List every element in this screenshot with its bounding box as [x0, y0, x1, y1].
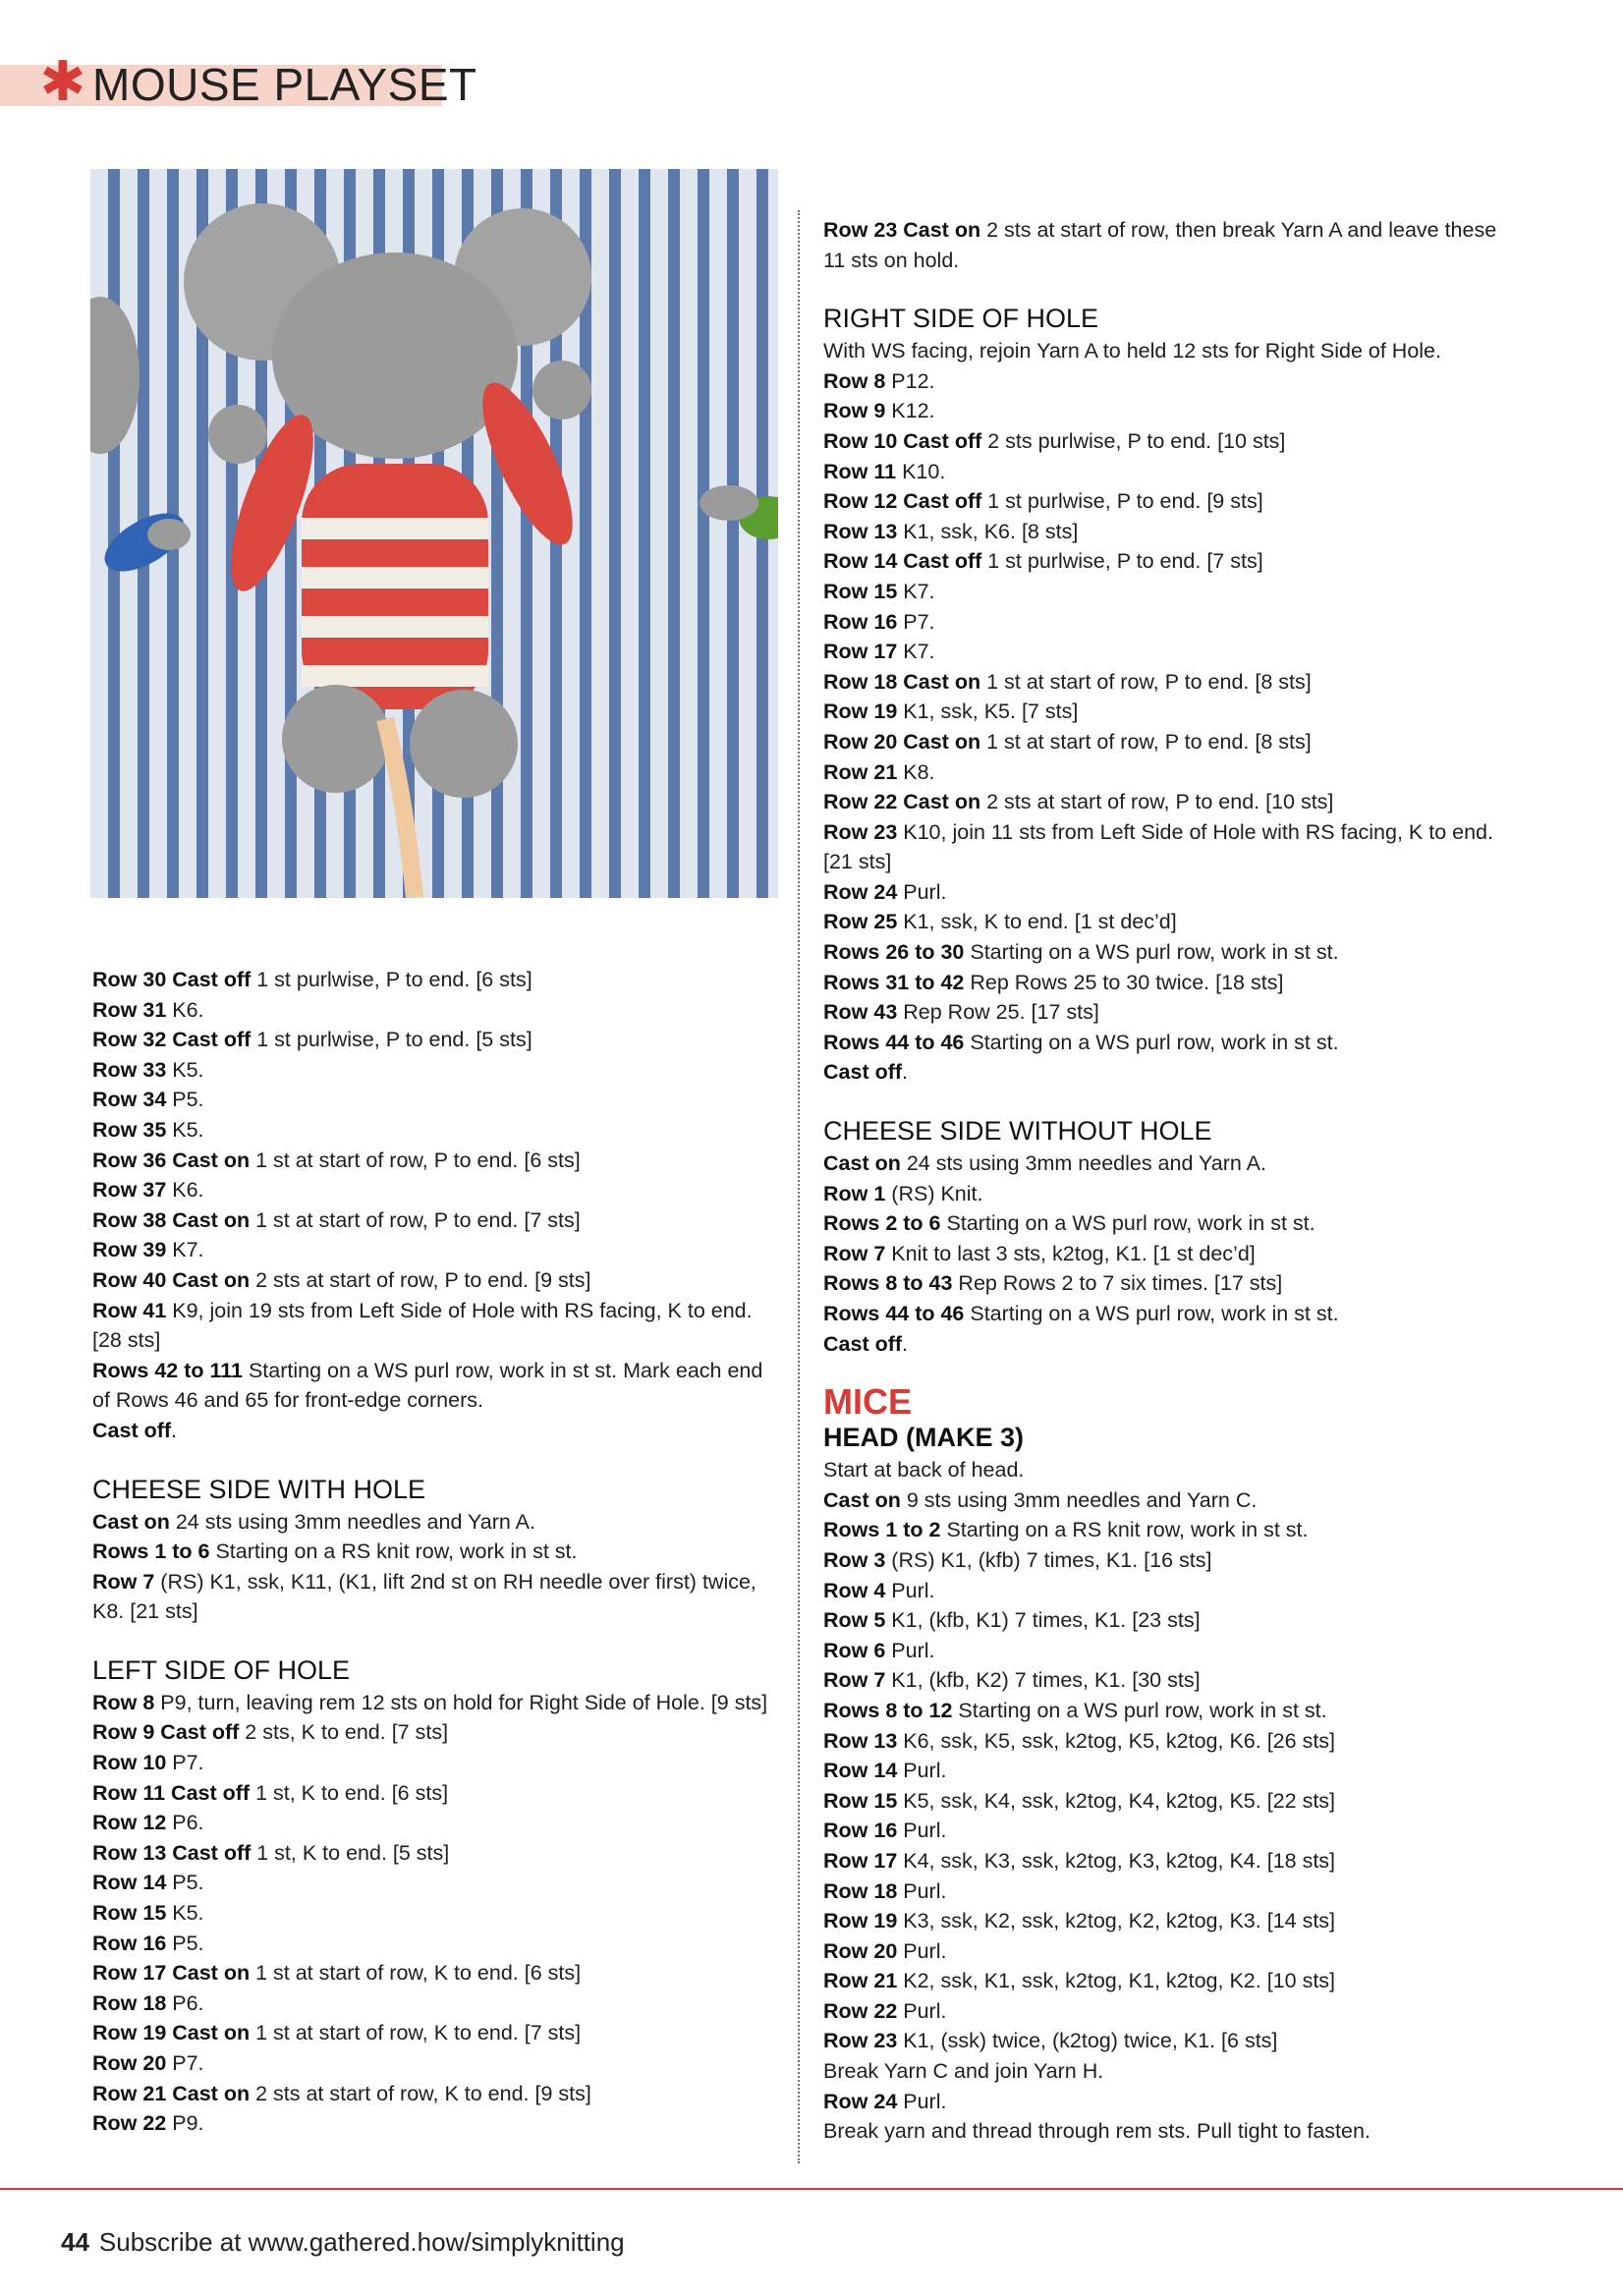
pattern-line	[823, 1966, 1511, 1996]
row-instruction: 2 sts purlwise, P to end. [10 sts]	[981, 428, 1286, 453]
row-instruction: Purl.	[897, 1878, 947, 1903]
pattern-line	[92, 1988, 770, 2019]
side-ear-left	[90, 297, 140, 454]
pattern-line	[823, 697, 1511, 727]
row-instruction: Starting on a WS purl row, work in st st.	[964, 1302, 1339, 1325]
row-label: Row 4	[823, 1578, 886, 1602]
pattern-line	[92, 1898, 770, 1929]
row-instruction: P6.	[166, 1990, 204, 2015]
pattern-line	[92, 1688, 770, 1718]
row-instruction: K5.	[166, 1117, 204, 1142]
row-instruction: K6.	[166, 997, 204, 1022]
pattern-line	[823, 607, 1511, 638]
pattern-line	[92, 1868, 770, 1898]
row-label: Row 37	[92, 1178, 167, 1203]
section-heading: HEAD (MAKE 3)	[823, 1423, 1025, 1453]
row-label: Row 19 Cast on	[92, 2021, 251, 2045]
row-label: Rows 44 to 46	[823, 1302, 965, 1325]
row-instruction: Starting on a WS purl row, work in st st. Mark each end of Rows 46 and 65 for front-edge corners.	[92, 1358, 769, 1413]
row-instruction: Purl.	[897, 1998, 947, 2023]
row-label: Rows 1 to 2	[823, 1518, 941, 1542]
row-label: Cast on	[823, 1487, 901, 1512]
row-instruction: 1 st purlwise, P to end. [7 sts]	[981, 549, 1263, 574]
row-instruction: K5.	[166, 1901, 204, 1926]
row-label: Row 9 Cast off	[92, 1720, 240, 1745]
hand-left	[208, 405, 267, 464]
row-label: Row 7	[92, 1569, 155, 1594]
pattern-line	[92, 1085, 770, 1115]
leg-left	[282, 685, 390, 793]
pattern-line	[823, 667, 1511, 698]
side-paw-grey-right	[700, 485, 758, 521]
row-instruction: K7.	[166, 1238, 204, 1262]
pattern-line	[823, 215, 1511, 275]
stripe-1	[302, 518, 488, 539]
row-instruction: Starting on a RS knit row, work in st st.	[940, 1518, 1309, 1542]
row-instruction: K1, ssk, K to end. [1 st dec’d]	[897, 910, 1177, 934]
pattern-line	[823, 2087, 1511, 2117]
row-instruction: 1 st purlwise, P to end. [5 sts]	[251, 1028, 532, 1052]
row-instruction: 1 st, K to end. [6 sts]	[250, 1780, 449, 1805]
row-instruction: Purl.	[897, 879, 947, 904]
row-label: Row 40 Cast on	[92, 1267, 251, 1292]
row-instruction: With WS facing, rejoin Yarn A to held 12 sts for Right Side of Hole.	[823, 339, 1441, 364]
row-label: Row 13	[823, 1728, 898, 1753]
pattern-line	[823, 1545, 1511, 1576]
row-label: Row 41	[92, 1298, 167, 1322]
row-label: Cast off	[92, 1418, 172, 1442]
row-label: Row 17	[823, 640, 898, 664]
pattern-line	[823, 727, 1511, 757]
row-label: Row 19	[823, 700, 898, 724]
section-heading: CHEESE SIDE WITHOUT HOLE	[823, 1116, 1212, 1147]
row-label: Rows 8 to 12	[823, 1698, 953, 1722]
column-divider	[798, 210, 800, 2163]
row-label: Row 34	[92, 1088, 167, 1112]
pattern-line	[823, 1515, 1511, 1545]
pattern-line	[92, 995, 770, 1026]
row-label: Row 9	[823, 399, 886, 423]
row-label: Row 8	[92, 1690, 155, 1714]
pattern-line	[823, 546, 1511, 577]
pattern-line	[92, 1296, 770, 1356]
pattern-line	[92, 1175, 770, 1205]
row-instruction: K8.	[897, 759, 935, 784]
row-instruction: P9.	[166, 2111, 204, 2136]
row-label: Row 38 Cast on	[92, 1207, 251, 1232]
pattern-line	[92, 1838, 770, 1869]
row-instruction: 2 sts at start of row, K to end. [9 sts]	[250, 2081, 591, 2105]
pattern-line	[92, 1929, 770, 1959]
row-label: Rows 2 to 6	[823, 1211, 941, 1236]
row-instruction: 1 st at start of row, K to end. [7 sts]	[250, 2021, 582, 2045]
pattern-line	[823, 486, 1511, 517]
row-label: Row 10	[92, 1751, 167, 1775]
row-label: Row 32 Cast off	[92, 1028, 252, 1052]
pattern-line	[823, 1846, 1511, 1876]
pattern-line	[92, 1778, 770, 1809]
row-instruction: K10, join 11 sts from Left Side of Hole with RS facing, K to end. [21 sts]	[823, 819, 1499, 874]
pattern-line	[823, 1239, 1511, 1269]
row-instruction: K5, ssk, K4, ssk, k2tog, K4, k2tog, K5. [22 sts]	[897, 1788, 1336, 1813]
pattern-line	[823, 577, 1511, 607]
row-instruction: P12.	[885, 368, 935, 393]
row-instruction: (RS) Knit.	[885, 1181, 983, 1205]
footer-rule	[0, 2188, 1623, 2190]
pattern-line	[823, 1455, 1511, 1485]
section-heading: RIGHT SIDE OF HOLE	[823, 304, 1099, 334]
pattern-line	[92, 1265, 770, 1296]
row-label: Row 25	[823, 910, 898, 934]
row-instruction: 1 st purlwise, P to end. [6 sts]	[251, 968, 532, 991]
pattern-line	[92, 2048, 770, 2079]
stripe-2	[302, 567, 488, 588]
pattern-line	[823, 1726, 1511, 1757]
pattern-line	[823, 1816, 1511, 1846]
pattern-line	[823, 1299, 1511, 1329]
pattern-line	[92, 1567, 770, 1627]
row-label: Row 7	[823, 1241, 886, 1265]
row-label: Row 16	[92, 1931, 167, 1955]
leg-right	[410, 690, 518, 798]
row-label: Cast on	[92, 1509, 170, 1534]
pattern-line	[92, 2079, 770, 2109]
pattern-line	[92, 1055, 770, 1086]
row-instruction: K10.	[896, 459, 946, 483]
row-label: Row 22	[92, 2111, 167, 2136]
row-label: Row 23 Cast on	[823, 218, 981, 242]
row-instruction: (RS) K1, (kfb) 7 times, K1. [16 sts]	[885, 1547, 1212, 1572]
pattern-line	[92, 1717, 770, 1748]
pattern-line	[823, 426, 1511, 457]
pattern-line	[823, 1876, 1511, 1907]
pattern-line	[823, 1936, 1511, 1967]
row-label: Cast on	[823, 1151, 901, 1176]
asterisk-icon: ✱	[39, 50, 86, 114]
row-label: Row 6	[823, 1638, 886, 1662]
row-label: Rows 31 to 42	[823, 970, 965, 994]
pattern-line	[823, 1485, 1511, 1516]
row-instruction: 2 sts at start of row, P to end. [10 sts]	[980, 790, 1334, 814]
row-instruction: Start at back of head.	[823, 1458, 1025, 1483]
row-label: Rows 8 to 43	[823, 1271, 953, 1296]
pattern-line	[823, 1179, 1511, 1209]
pattern-line	[823, 817, 1511, 877]
row-label: Row 21	[823, 759, 898, 784]
row-instruction: 1 st at start of row, P to end. [7 sts]	[250, 1207, 581, 1232]
row-instruction: K7.	[897, 640, 935, 664]
pattern-line	[823, 1996, 1511, 2027]
row-instruction: K1, ssk, K6. [8 sts]	[897, 519, 1079, 543]
row-instruction: Rep Rows 25 to 30 twice. [18 sts]	[964, 970, 1284, 994]
row-instruction: K9, join 19 sts from Left Side of Hole with RS facing, K to end. [28 sts]	[92, 1298, 758, 1353]
row-instruction: K1, ssk, K5. [7 sts]	[897, 700, 1079, 724]
row-label: Row 14	[823, 1759, 898, 1783]
pattern-line	[823, 517, 1511, 547]
mice-heading: MICE	[823, 1381, 912, 1423]
pattern-line	[823, 877, 1511, 908]
pattern-line	[92, 1235, 770, 1265]
pattern-line	[823, 1756, 1511, 1786]
row-instruction: Break yarn and thread through rem sts. Pull tight to fasten.	[823, 2119, 1371, 2144]
row-label: Row 17	[823, 1848, 898, 1873]
mouse-illustration	[90, 169, 778, 898]
row-instruction: P6.	[166, 1811, 204, 1835]
row-instruction: 1 st at start of row, P to end. [8 sts]	[980, 729, 1312, 754]
row-label: Row 11 Cast off	[92, 1780, 251, 1805]
row-instruction: K3, ssk, K2, ssk, k2tog, K2, k2tog, K3. [14 sts]	[897, 1909, 1336, 1933]
pattern-line	[823, 997, 1511, 1028]
row-label: Row 20 Cast on	[823, 729, 981, 754]
stripe-4	[302, 665, 488, 687]
row-label: Row 12	[92, 1811, 167, 1835]
row-label: Row 8	[823, 368, 886, 393]
row-instruction: K1, (ssk) twice, (k2tog) twice, K1. [6 sts]	[897, 2029, 1278, 2053]
page-number: 44	[61, 2227, 89, 2257]
row-instruction: Rep Row 25. [17 sts]	[897, 1000, 1099, 1025]
row-instruction: K5.	[166, 1057, 204, 1082]
row-label: Row 5	[823, 1608, 886, 1633]
subscribe-text: Subscribe at www.gathered.how/simplyknitting	[98, 2227, 625, 2257]
row-instruction: Purl.	[885, 1578, 935, 1602]
row-instruction: 9 sts using 3mm needles and Yarn C.	[900, 1487, 1258, 1512]
pattern-line	[823, 1696, 1511, 1726]
row-instruction: .	[171, 1418, 178, 1442]
pattern-line	[823, 968, 1511, 998]
row-instruction: Starting on a WS purl row, work in st st.	[940, 1211, 1315, 1236]
row-label: Row 18 Cast on	[823, 669, 981, 694]
row-instruction: P9, turn, leaving rem 12 sts on hold for Right Side of Hole. [9 sts]	[154, 1690, 768, 1714]
row-label: Row 13	[823, 519, 898, 543]
row-label: Row 3	[823, 1547, 886, 1572]
row-label: Row 22	[823, 1998, 898, 2023]
row-label: Row 15	[823, 579, 898, 603]
row-instruction: K6.	[166, 1178, 204, 1203]
row-instruction: K4, ssk, K3, ssk, k2tog, K3, k2tog, K4. [18 sts]	[897, 1848, 1336, 1873]
page-title: MOUSE PLAYSET	[92, 59, 477, 110]
row-label: Row 16	[823, 1819, 898, 1843]
row-label: Row 18	[92, 1990, 167, 2015]
pattern-line	[823, 1148, 1511, 1179]
pattern-line	[823, 1028, 1511, 1058]
mouse-photo	[90, 169, 778, 898]
pattern-line	[92, 1507, 770, 1538]
row-label: Row 33	[92, 1057, 167, 1082]
row-instruction: 2 sts, K to end. [7 sts]	[239, 1720, 449, 1745]
pattern-line	[823, 757, 1511, 788]
pattern-line	[92, 1537, 770, 1567]
row-instruction: 1 st, K to end. [5 sts]	[251, 1840, 450, 1865]
row-label: Row 10 Cast off	[823, 428, 982, 453]
row-instruction: P7.	[897, 609, 935, 634]
row-instruction: (RS) K1, ssk, K11, (K1, lift 2nd st on RH needle over first) twice, K8. [21 sts]	[92, 1569, 762, 1624]
pattern-line	[823, 1057, 1511, 1088]
pattern-line	[823, 1268, 1511, 1299]
row-instruction: 2 sts at start of row, P to end. [9 sts]	[250, 1267, 591, 1292]
row-instruction: K1, (kfb, K2) 7 times, K1. [30 sts]	[885, 1668, 1201, 1693]
row-instruction: Starting on a WS purl row, work in st st.	[964, 940, 1339, 965]
row-instruction: .	[902, 1060, 909, 1085]
pattern-line	[92, 2018, 770, 2048]
row-instruction: 1 st at start of row, P to end. [8 sts]	[980, 669, 1312, 694]
row-label: Row 21 Cast on	[92, 2081, 251, 2105]
pattern-line	[823, 1786, 1511, 1817]
section-heading: LEFT SIDE OF HOLE	[92, 1654, 351, 1685]
row-instruction: P7.	[166, 2051, 204, 2075]
row-label: Row 21	[823, 1969, 898, 1993]
left-intro	[92, 965, 770, 1446]
row-label: Row 35	[92, 1117, 167, 1142]
row-instruction: P5.	[166, 1871, 204, 1895]
pattern-line	[823, 2026, 1511, 2056]
row-label: Rows 44 to 46	[823, 1030, 965, 1054]
row-label: Row 12 Cast off	[823, 489, 982, 514]
row-label: Row 24	[823, 879, 898, 904]
row-instruction: 1 st at start of row, P to end. [6 sts]	[250, 1148, 581, 1172]
pattern-line	[92, 1115, 770, 1146]
row-label: Row 23	[823, 819, 898, 844]
row-instruction: 2 sts at start of row, then break Yarn A and leave these 11 sts on hold.	[823, 218, 1503, 272]
row-instruction: K2, ssk, K1, ssk, k2tog, K1, k2tog, K2. [10 sts]	[897, 1969, 1336, 1993]
row-label: Row 11	[823, 459, 897, 483]
row-label: Row 18	[823, 1878, 898, 1903]
pattern-line	[823, 2116, 1511, 2147]
row-label: Rows 42 to 111	[92, 1358, 243, 1382]
footer	[61, 2226, 625, 2258]
pattern-line	[823, 1208, 1511, 1239]
row-instruction: Starting on a RS knit row, work in st st.	[209, 1540, 578, 1564]
row-label: Row 23	[823, 2029, 898, 2053]
row-label: Row 30 Cast off	[92, 968, 252, 991]
row-label: Row 19	[823, 1909, 898, 1933]
row-instruction: 24 sts using 3mm needles and Yarn A.	[900, 1151, 1266, 1176]
row-label: Row 15	[823, 1788, 898, 1813]
row-label: Row 24	[823, 2089, 898, 2113]
pattern-line	[92, 1416, 770, 1446]
row-instruction: 1 st purlwise, P to end. [9 sts]	[981, 489, 1263, 514]
side-paw-grey	[147, 519, 191, 550]
row-label: Row 16	[823, 609, 898, 634]
row-instruction: Rep Rows 2 to 7 six times. [17 sts]	[952, 1271, 1283, 1296]
pattern-line	[92, 1356, 770, 1416]
pattern-line	[92, 2108, 770, 2139]
pattern-line	[92, 1808, 770, 1838]
pattern-line	[823, 1636, 1511, 1666]
pattern-line	[823, 2056, 1511, 2087]
row-label: Row 43	[823, 1000, 898, 1025]
pattern-line	[92, 1205, 770, 1236]
row-instruction: Purl.	[897, 1819, 947, 1843]
row-label: Row 39	[92, 1238, 167, 1262]
row-instruction: K6, ssk, K5, ssk, k2tog, K5, k2tog, K6. [26 sts]	[897, 1728, 1336, 1753]
pattern-line	[823, 457, 1511, 487]
row-label: Row 14	[92, 1871, 167, 1895]
row-instruction: K1, (kfb, K1) 7 times, K1. [23 sts]	[885, 1608, 1201, 1633]
pattern-line	[823, 1576, 1511, 1606]
row-label: Rows 26 to 30	[823, 940, 965, 965]
pattern-line	[823, 937, 1511, 968]
hand-right	[532, 361, 591, 420]
row-instruction: P5.	[166, 1931, 204, 1955]
row-label: Row 36 Cast on	[92, 1148, 251, 1172]
pattern-line	[823, 1605, 1511, 1636]
row-instruction: 24 sts using 3mm needles and Yarn A.	[169, 1509, 535, 1534]
row-label: Row 31	[92, 997, 167, 1022]
stripe-3	[302, 616, 488, 638]
pattern-line	[823, 1329, 1511, 1360]
pattern-line	[823, 396, 1511, 426]
row-label: Row 17 Cast on	[92, 1961, 251, 1986]
left-column	[92, 965, 770, 2139]
row-instruction: .	[902, 1331, 909, 1356]
row-label: Cast off	[823, 1060, 903, 1085]
row-label: Row 14 Cast off	[823, 549, 982, 574]
pattern-line	[92, 1958, 770, 1988]
row-instruction: Break Yarn C and join Yarn H.	[823, 2059, 1104, 2084]
row-instruction: K12.	[885, 399, 935, 423]
row-instruction: P7.	[166, 1751, 204, 1775]
row-instruction: Purl.	[897, 1938, 947, 1963]
row-instruction: P5.	[166, 1088, 204, 1112]
pattern-line	[92, 1025, 770, 1055]
row-label: Cast off	[823, 1331, 903, 1356]
pattern-line	[823, 336, 1511, 366]
row-label: Row 20	[92, 2051, 167, 2075]
pattern-line	[92, 965, 770, 995]
row-label: Row 13 Cast off	[92, 1840, 252, 1865]
pattern-line	[823, 1906, 1511, 1936]
row-label: Row 1	[823, 1181, 886, 1205]
row-label: Row 15	[92, 1901, 167, 1926]
pattern-line	[823, 366, 1511, 397]
row-instruction: K7.	[897, 579, 935, 603]
row-instruction: Knit to last 3 sts, k2tog, K1. [1 st dec’d]	[885, 1241, 1256, 1265]
row-label: Row 7	[823, 1668, 886, 1693]
row-instruction: Starting on a WS purl row, work in st st.	[952, 1698, 1327, 1722]
row-instruction: Purl.	[897, 1759, 947, 1783]
row-instruction: Purl.	[897, 2089, 947, 2113]
pattern-line	[823, 907, 1511, 937]
row-instruction: Starting on a WS purl row, work in st st.	[964, 1030, 1339, 1054]
row-label: Row 22 Cast on	[823, 790, 981, 814]
pattern-line	[823, 787, 1511, 817]
right-column	[823, 215, 1511, 2147]
row-instruction: Purl.	[885, 1638, 935, 1662]
pattern-line	[823, 1665, 1511, 1696]
pattern-line	[92, 1146, 770, 1176]
row-instruction: 1 st at start of row, K to end. [6 sts]	[250, 1961, 582, 1986]
pattern-line	[823, 637, 1511, 667]
row-label: Rows 1 to 6	[92, 1540, 210, 1564]
pattern-line	[92, 1748, 770, 1778]
section-heading: CHEESE SIDE WITH HOLE	[92, 1474, 426, 1504]
row-label: Row 20	[823, 1938, 898, 1963]
